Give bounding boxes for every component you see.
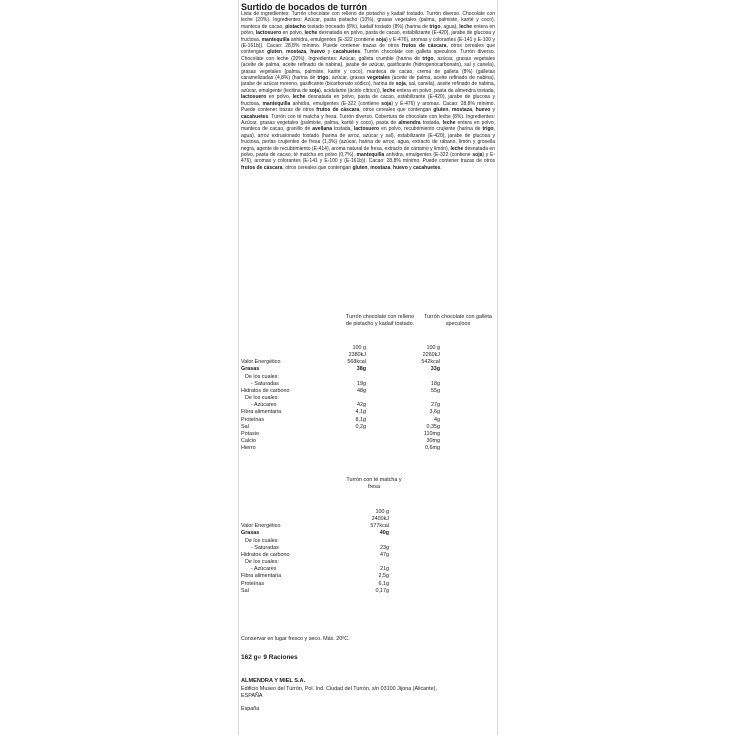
nutrition-row	[241, 588, 495, 595]
nutrient-value: 6,1g	[378, 580, 389, 587]
nutrient-label: Potasio	[241, 430, 259, 437]
allergen-text: trigo	[429, 23, 441, 30]
ingredient-text: , otros cereales que contengan	[282, 164, 353, 171]
allergen-text: lactosuero	[353, 126, 380, 133]
ingredient-text: ,	[448, 107, 452, 114]
nutrient-value: 55g	[431, 387, 440, 394]
allergen-text: vegetales	[367, 75, 390, 82]
conservation-note: Conservar en lugar fresco y seco. Máx. 20ºC.	[241, 636, 350, 642]
nutrient-label: De los cuales:	[245, 559, 279, 566]
allergen-text: lactosuero	[241, 94, 267, 101]
allergen-text: cacahuetes	[332, 49, 361, 56]
nutrient-value: 100 g	[352, 345, 366, 351]
allergen-text: huevo	[393, 164, 408, 171]
ingredient-text: desnatada en polvo, pasta de cacao, estabilizante (E-420), jarabe de glucosa y fructosa,	[241, 94, 495, 107]
allergen-text: leche	[292, 94, 306, 101]
nutrient-label: Fibra alimentaria	[241, 409, 282, 416]
ingredient-text: entera en polvo, pasta de almendra tostada,	[395, 87, 495, 94]
nutrient-label: Valor Energético	[241, 523, 281, 530]
nutrient-label: - Azúcares	[251, 566, 277, 573]
nutrition-row	[241, 424, 495, 431]
allergen-text: frutos de cáscara	[401, 43, 447, 50]
nutrient-value: 0,2g	[355, 423, 366, 430]
nutrient-label: Calcio	[241, 437, 256, 444]
product-header-speculoos: Turrón chocolate con galleta speculoos	[424, 314, 492, 327]
allergen-text: soja	[472, 151, 483, 158]
nutrient-label: Hidratos de carbono	[241, 387, 290, 394]
nutrient-label: Hidratos de carbono	[241, 551, 290, 558]
allergen-text: trigo	[317, 75, 329, 82]
nutrient-value: 33g	[430, 366, 440, 373]
ingredient-text: , agua), arroz extrusionado tostado (harina de arroz, azúcar y sal), estabilizante (E-420), jarabe de glucosa y fructosa, perlas crujientes de fresa (1,3%) (azúcar, harina de arroz, agua, extracto de rábano, limón y grosella negra, agente de recubrimiento (E-414), aroma natural de fresa, extracto de cártamo y limón),	[241, 126, 495, 152]
nutrition-row	[241, 395, 495, 402]
nutrient-label: Proteínas	[241, 580, 265, 587]
nutrient-label: De los cuales:	[245, 373, 279, 380]
nutrient-value: 2,5g	[378, 573, 389, 580]
ingredient-text: en polvo,	[266, 94, 293, 101]
ingredient-text: , agua),	[440, 23, 460, 30]
ingredient-text: ) y E-476), aromas y colorantes (E-141 y E-100 y (E-161b)). Cacao: 28,8% mínimo. Puede contener trazas de otros	[241, 151, 495, 165]
ingredient-text: ,	[390, 164, 394, 171]
nutrition-row	[241, 509, 495, 516]
nutrient-value: 577kcal	[370, 523, 389, 530]
allergen-text: mostaza	[370, 164, 391, 171]
allergen-text: avellana	[312, 126, 332, 133]
nutrient-value: 19g	[357, 380, 366, 387]
nutrient-value: 47g	[380, 551, 389, 558]
allergen-text: soja	[381, 100, 392, 107]
nutrition-row	[241, 431, 495, 438]
nutrient-value: 568kcal	[347, 359, 366, 366]
allergen-text: gluten	[267, 49, 283, 56]
ingredient-text: , otros cereales que contengan	[241, 43, 495, 56]
allergen-text: mostaza	[451, 107, 472, 114]
nutrition-row	[241, 545, 495, 552]
ingredient-text: y	[407, 164, 414, 171]
nutrition-row	[241, 374, 495, 381]
product-header-pistacho: Turrón chocolate con relleno de pistacho y kadaif tostado.	[345, 314, 415, 327]
ingredient-text: ) y E-476) y aromas. Cacao: 28,8% mínimo. Puede contener trazas de otros	[241, 100, 495, 114]
ingredient-text: , azúcar, grasas	[328, 75, 368, 82]
ingredient-text: ), acidulante (ácido cítrico)),	[319, 87, 383, 94]
ingredient-text: tostado troceado (8%), kadaif tostado (8%) (harina de	[305, 23, 430, 30]
nutrition-row	[241, 523, 495, 530]
allergen-text: almendra	[398, 119, 421, 126]
allergen-text: mantequilla	[261, 36, 290, 43]
nutrient-value: 23g	[380, 544, 389, 551]
ingredient-text: anhidra, emulgentes (E-322 (contiene	[384, 151, 473, 158]
nutrition-row	[241, 381, 495, 388]
allergen-text: cacahuetes	[241, 113, 269, 120]
allergen-text: frutos de cáscara	[316, 107, 360, 114]
nutrient-label: Fibra alimentaria	[241, 573, 282, 580]
nutrition-row	[241, 445, 495, 452]
nutrient-value: 2380kJ	[348, 352, 366, 359]
ingredient-text: entera en polvo,	[241, 23, 495, 37]
nutrient-label: - Saturadas	[251, 380, 279, 387]
nutrient-label: Grasas	[241, 530, 260, 537]
nutrient-value: 38g	[356, 366, 366, 373]
allergen-text: frutos de cáscara	[241, 164, 283, 171]
ingredient-text: , azúcar, grasas vegetales (aceite de palma, aceite refinado de nabina), jarabe de azúcar, gasificante (hidrogenocarbonato), sal y canela), grasas vegetales (palma, palmiste, karité y coco), manteca de cacao, crema de galleta (8%) (galletas caramelizadas (4,8%) (harina de	[241, 55, 495, 82]
nutrition-row	[241, 438, 495, 445]
nutrient-value: 3,6g	[429, 409, 440, 416]
nutrient-value: 48g	[357, 387, 366, 394]
nutrient-value: 100 g	[426, 345, 440, 351]
nutrient-value: 18g	[431, 380, 440, 387]
nutrition-row	[241, 359, 495, 366]
allergen-text: trigo	[482, 126, 494, 133]
company-name: ALMENDRA Y MIEL S.A.	[241, 678, 306, 684]
allergen-text: leche	[304, 30, 318, 37]
nutrition-row	[241, 581, 495, 588]
ingredient-text: anhidra, emulgentes (E-322 (contiene	[290, 100, 382, 107]
ingredient-text: tostada,	[420, 119, 443, 126]
nutrient-value: 8,1g	[355, 416, 366, 423]
nutrient-value: 2400kJ	[371, 516, 389, 523]
nutrient-value: 2260kJ	[422, 352, 440, 359]
allergen-text: mostaza	[286, 49, 307, 56]
nutrient-value: 21g	[380, 566, 389, 573]
nutrition-row	[241, 388, 495, 395]
nutrient-label: Valor Energético	[241, 359, 281, 366]
nutrient-value: 0,6mg	[425, 445, 440, 452]
nutrient-label: Grasas	[241, 366, 260, 373]
nutrient-value: 27g	[431, 402, 440, 409]
ingredient-text: . Turrón con té matcha y fresa. Turrón diverso. Cobertura de chocolate con leche (8%). Ingredientes: Azúcar, grasas vegetales (palmiste, palma, karité y coco), pasta de	[241, 113, 495, 126]
nutrition-row	[241, 402, 495, 409]
net-weight: 162 g℮ 9 Raciones	[241, 654, 298, 661]
nutrition-row	[241, 516, 495, 523]
allergen-text: gluten	[352, 164, 368, 171]
nutrition-row	[241, 352, 495, 359]
allergen-text: huevo	[475, 107, 491, 114]
nutrient-label: Proteínas	[241, 416, 265, 423]
ingredient-text: anhidra, emulgentes (E-322 (contiene	[289, 36, 377, 43]
allergen-text: soja	[376, 36, 387, 43]
ingredient-text: en polvo, recubrimiento crujiente (harina de	[379, 126, 483, 133]
nutrient-label: Hierro	[241, 445, 256, 452]
ingredient-text: ,	[367, 164, 371, 171]
allergen-text: leche	[442, 119, 456, 126]
nutrient-label: Sal	[241, 423, 249, 430]
nutrition-row	[241, 538, 495, 545]
allergen-text: mantequilla	[262, 100, 291, 107]
nutrient-value: 4g	[434, 416, 440, 423]
ingredient-text: desnatada en polvo, pasta de cacao, té matcha en polvo (0,7%),	[241, 145, 495, 158]
nutrition-row	[241, 530, 495, 537]
ingredient-text: y	[490, 107, 496, 114]
nutrient-value: 0,35g	[426, 423, 440, 430]
allergen-text: soja	[395, 81, 406, 88]
ingredient-text: . Turrón chocolate con galleta speculoos. Turrón diverso. Chocolate con leche (20%). Ingredientes: Azúcar, galleta crumble (harina de	[241, 49, 496, 62]
nutrient-value: 40g	[379, 530, 389, 537]
ingredient-text: ,	[282, 49, 287, 56]
ingredient-text: entera en polvo, manteca de cacao, granillo de	[241, 119, 496, 133]
allergen-text: cacahuetes	[413, 164, 441, 171]
allergen-text: gluten	[433, 107, 449, 114]
nutrition-row	[241, 559, 495, 566]
ingredients-text	[241, 11, 495, 171]
nutrient-value: 110mg	[423, 430, 440, 437]
ingredient-text: y	[325, 49, 333, 56]
ingredient-text: Lista de ingredientes: Turrón chocolate con relleno de pistacho y kadaif tostado. Turrón diverso. Chocolate con leche (20%). Ingredientes: Azúcar, pasta pistacho (10%), grasas vegetales (palma, palmiste, karité y coco), manteca de cacao,	[241, 11, 495, 30]
allergen-text: trigo	[422, 55, 434, 62]
allergen-text: mantequilla	[356, 151, 385, 158]
nutrient-label: Sal	[241, 587, 249, 594]
ingredient-text: ,	[306, 49, 311, 56]
allergen-text: leche	[450, 145, 464, 152]
nutrition-row	[241, 573, 495, 580]
ingredient-text: (aceite de palma, aceite refinado de nabina), jarabe de azúcar moreno, gasificante (bicarbonato sódico), harina de	[241, 75, 495, 88]
nutrition-row	[241, 417, 495, 424]
product-title: Surtido de bocados de turrón	[241, 2, 368, 12]
nutrient-label: - Azúcares	[251, 402, 277, 409]
nutrient-label: - Saturadas	[251, 544, 279, 551]
nutrition-row	[241, 345, 495, 352]
ingredient-text: .	[440, 164, 442, 171]
nutrition-row	[241, 366, 495, 373]
ingredient-text: , sal, canela), aceite refinado de nabina, azúcar, emulgente (lecitina de	[241, 81, 495, 94]
allergen-text: pistacho	[285, 23, 306, 30]
allergen-text: leche	[459, 23, 473, 30]
ingredient-text: ,	[471, 107, 476, 114]
nutrient-label: De los cuales:	[245, 537, 279, 544]
allergen-text: lactosuero	[255, 30, 282, 37]
nutrition-row	[241, 566, 495, 573]
allergen-text: leche	[382, 87, 396, 94]
allergen-text: huevo	[310, 49, 325, 56]
country: España	[241, 706, 260, 712]
ingredient-text: en polvo,	[281, 30, 305, 37]
nutrient-value: 4,1g	[355, 409, 366, 416]
ingredient-text: tostada,	[332, 126, 354, 133]
company-address: Edificio Museo del Turrón, Pol. Ind. Ciudad del Turrón, s/n 03100 Jijona (Alicante), ESPAÑA	[241, 686, 437, 699]
allergen-text: soja	[309, 87, 320, 94]
nutrition-row	[241, 409, 495, 416]
product-header-matcha: Turrón con té matcha y fresa	[346, 477, 402, 490]
ingredient-text: desnatada en polvo, pasta de cacao, estabilizante (E-420), jarabe de glucosa y fructosa,	[241, 30, 495, 43]
nutrient-label: De los cuales:	[245, 395, 279, 402]
nutrient-value: 42g	[357, 402, 366, 409]
nutrient-value: 30mg	[426, 437, 440, 444]
nutrition-row	[241, 552, 495, 559]
nutrient-value: 100 g	[375, 509, 389, 515]
ingredient-text: , otros cereales que contengan	[359, 107, 434, 114]
ingredient-text: ) y E-476), aromas y colorantes (E-141 y E-100 y (E-161b)). Cacao: 28,8% mínimo. Puede contener trazas de otros	[241, 36, 495, 50]
nutrient-value: 542kcal	[421, 359, 440, 366]
nutrient-value: 0,17g	[375, 587, 389, 594]
